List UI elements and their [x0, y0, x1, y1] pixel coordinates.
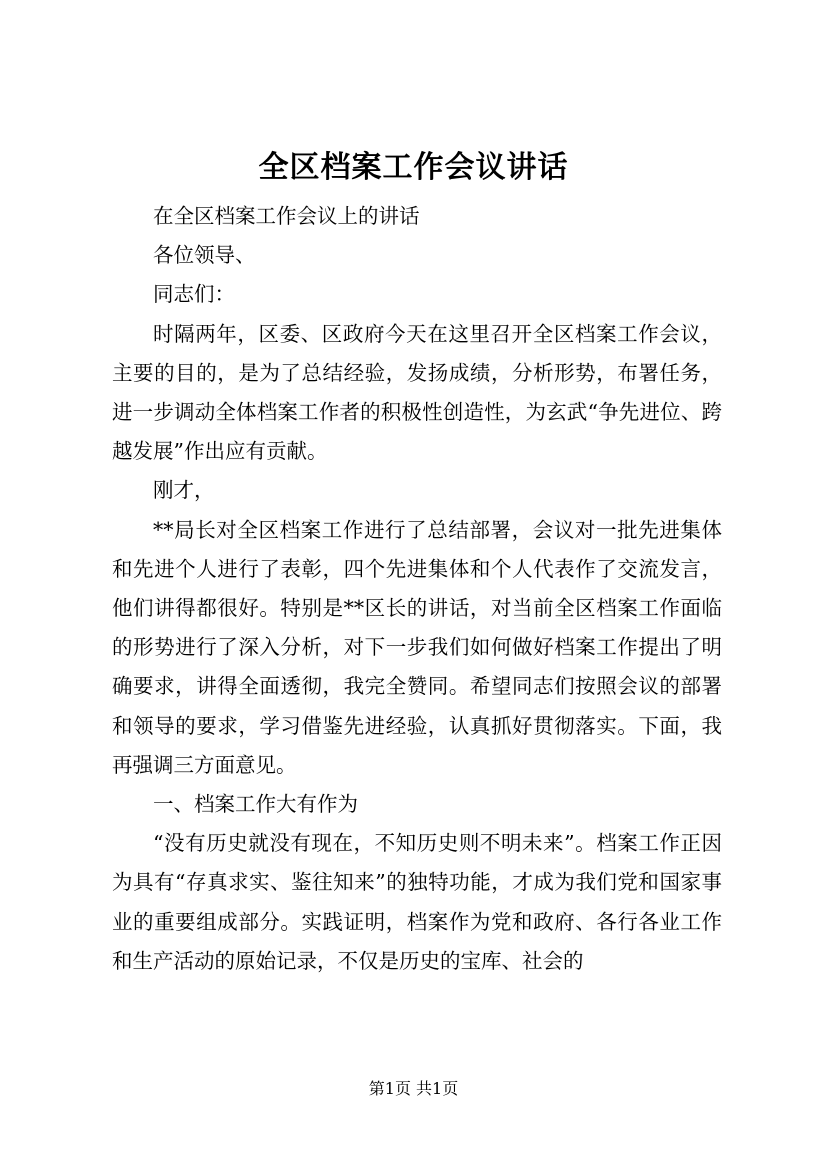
paragraph-subtitle: 在全区档案工作会议上的讲话: [153, 204, 420, 228]
page-footer: [0, 1078, 827, 1100]
paragraph-just-now: 刚才，: [153, 478, 215, 503]
paragraph-summary: **局长对全区档案工作进行了总结部署，会议对一批先进集体和先进个人进行了表彰，四个先进集体和个人代表作了交流发言，他们讲得都很好。特别是**区长的讲话，对当前全区档案工作面临的形势进行了深入分析，对下一步我们如何做好档案工作提出了明确要求，讲得全面透彻，我完全赞同。希望同志们按照会议的部署和领导的要求，学习借鉴先进经验，认真抓好贯彻落实。下面，我再强调三方面意见。: [112, 517, 722, 777]
page-number-label: 第1页 共1页: [368, 1079, 459, 1098]
document-body: [112, 197, 722, 981]
document-title: 全区档案工作会议讲话: [258, 150, 569, 185]
paragraph-section-1-body: “没有历史就没有现在，不知历史则不明未来”。档案工作正因为具有“存真求实、鉴往知来”的独特功能，才成为我们党和国家事业的重要组成部分。实践证明，档案作为党和政府、各行各业工作和生产活动的原始记录，不仅是历史的宝库、社会的: [112, 831, 722, 973]
section-heading-1: 一、档案工作大有作为: [153, 792, 358, 817]
paragraph-intro: 时隔两年，区委、区政府今天在这里召开全区档案工作会议，主要的目的，是为了总结经验，发扬成绩，分析形势，布署任务，进一步调动全体档案工作者的积极性创造性，为玄武“争先进位、跨越发展”作出应有贡献。: [112, 321, 722, 464]
paragraph-salutation-comrades: 同志们：: [153, 282, 235, 307]
paragraph-salutation-leaders: 各位领导、: [153, 243, 256, 268]
